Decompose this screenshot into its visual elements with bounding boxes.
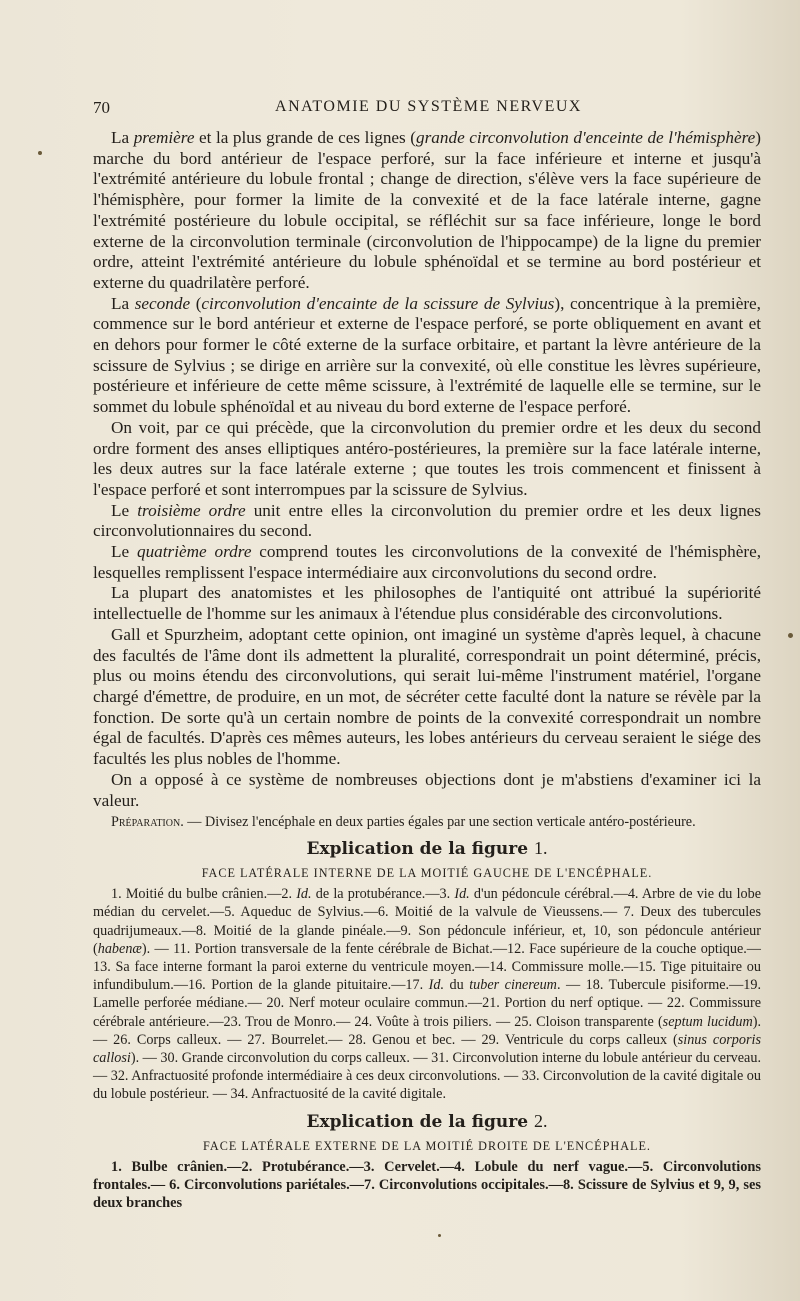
paragraph-antiquity: La plupart des anatomistes et les philosophes de l'antiquité ont attribué la supériorité intellectuelle de l'homme sur les animaux à l'étendue plus considérable des circonvolutions.: [93, 583, 761, 624]
page-number: 70: [93, 98, 110, 117]
figure-1-heading: Explication de la figure 1.: [306, 838, 548, 860]
preparation-note: Préparation. — Divisez l'encéphale en deux parties égales par une section verticale antéro-postérieure.: [111, 814, 696, 831]
figure-2-heading: Explication de la figure 2.: [306, 1110, 548, 1132]
page-body: [93, 128, 761, 1212]
figure-1-subheading: FACE LATÉRALE INTERNE DE LA MOITIÉ GAUCHE DE L'ENCÉPHALE.: [201, 866, 653, 881]
paragraph-first-order: La première et la plus grande de ces lignes (grande circonvolution d'enceinte de l'hémisphère) marche du bord antérieur de l'espace perforé, sur la face inférieure et interne et jusqu'à l'extrémité antérieure du lobule frontal ; change de direction, s'élève vers la face supérieure de l'hémisphère, pour former la limite de la convexité et de la face latérale interne, gagne l'extrémité postérieure du lobule occipital, se réfléchit sur sa face inférieure, longe le bord externe de la circonvolution terminale (circonvolution de l'hippocampe) de la ligne du premier ordre, atteint l'extrémité antérieure du lobule sphénoïdal et se termine au bord postérieur et externe du quadrilatère perforé.: [93, 128, 761, 292]
running-title: ANATOMIE DU SYSTÈME NERVEUX: [275, 98, 582, 115]
figure-1-legend: 1. Moitié du bulbe crânien.—2. Id. de la protubérance.—3. Id. d'un pédoncule cérébral.—4. Arbre de vie du lobe médian du cervelet.—5. Aqueduc de Sylvius.—6. Moitié de la valvule de Vieussens.— 7. Deux des tubercules quadrijumeaux.—8. Moitié de la glande pinéale.—9. Son pédoncule inférieur, et, 10, son pédoncule antérieur (habenæ). — 11. Portion transversale de la fente cérébrale de Bichat.—12. Face supérieure de la couche optique.—13. Sa face interne formant la paroi externe du ventricule moyen.—14. Commissure molle.—15. Tige pituitaire ou infundibulum.—16. Portion de la glande pituitaire.—17. Id. du tuber cinereum. — 18. Tubercule pisiforme.—19. Lamelle perforée médiane.— 20. Nerf moteur oculaire commun.—21. Portion du nerf optique. — 22. Commissure cérébrale antérieure.—23. Trou de Monro.— 24. Voûte à trois piliers. — 25. Cloison transparente (septum lucidum).— 26. Corps calleux. — 27. Bourrelet.— 28. Genou et bec. — 29. Ventricule du corps calleux (sinus corporis callosi). — 30. Grande circonvolution du corps calleux. — 31. Circonvolution interne du lobule antérieur du cerveau. — 32. Anfractuosité profonde intermédiaire à ces deux circonvolutions. — 33. Circonvolution de la cavité digitale ou du lobule postérieur. — 34. Anfractuosité de la cavité digitale.: [93, 886, 762, 1103]
margin-ink-dot: [438, 1234, 441, 1237]
margin-ink-dot: [788, 633, 793, 638]
preparation-label: Préparation.: [111, 814, 184, 831]
margin-ink-dot: [38, 151, 42, 155]
paragraph-objections: On a opposé à ce système de nombreuses objections dont je m'abstiens d'examiner ici la valeur.: [93, 769, 761, 810]
paragraph-gall-spurzheim: Gall et Spurzheim, adoptant cette opinion, ont imaginé un système d'après lequel, à chacune des facultés de l'âme dont ils admettent la pluralité, correspondrait un point déterminé, précis, plus ou moins étendu des circonvolutions, qui serait lui-même l'instrument matériel, l'organe chargé d'émettre, de produire, en un mot, de sécréter cette faculté dont la nature se révèle par la fonction. De sorte qu'à un certain nombre de points de la convexité correspondrait un nombre égal de facultés. D'après ces mêmes auteurs, les lobes antérieurs du cerveau seraient le siége des facultés les plus nobles de l'homme.: [93, 624, 761, 769]
figure-2-subheading: FACE LATÉRALE EXTERNE DE LA MOITIÉ DROITE DE L'ENCÉPHALE.: [203, 1138, 651, 1153]
paragraph-fourth-order: Le quatrième ordre comprend toutes les circonvolutions de la convexité de l'hémisphère, lesquelles remplissent l'espace intermédiaire aux circonvolutions du second ordre.: [93, 542, 761, 582]
paragraph-third-order: Le troisième ordre unit entre elles la circonvolution du premier ordre et les deux lignes circonvolutionnaires du second.: [93, 500, 761, 541]
running-header: [93, 98, 764, 120]
figure-2-legend: 1. Bulbe crânien.—2. Protubérance.—3. Cervelet.—4. Lobule du nerf vague.—5. Circonvolutions frontales.— 6. Circonvolutions pariétales.—7. Circonvolutions occipitales.—8. Scissure de Sylvius et 9, 9, ses deux branches: [93, 1158, 761, 1212]
paragraph-elliptic-loops: On voit, par ce qui précède, que la circonvolution du premier ordre et les deux du second ordre forment des anses elliptiques antéro-postérieures, la première sur la face latérale interne, les deux autres sur la face latérale externe ; que toutes les trois commencent et finissent à l'espace perforé et sont interrompues par la scissure de Sylvius.: [93, 417, 761, 499]
paragraph-second-order: La seconde (circonvolution d'encainte de la scissure de Sylvius), concentrique à la première, commence sur le bord antérieur et externe de l'espace perforé, se porte obliquement en avant et en dehors pour former le côté externe de la surface orbitaire, et partant la lèvre antérieure de la scissure de Sylvius ; se dirige en arrière sur la convexité, où elle constitue les lèvres supérieure, postérieure et inférieure de cette même scissure, à l'extrémité de laquelle elle se termine, sur le sommet du lobule sphénoïdal et au niveau du bord externe de l'espace perforé.: [93, 293, 761, 417]
